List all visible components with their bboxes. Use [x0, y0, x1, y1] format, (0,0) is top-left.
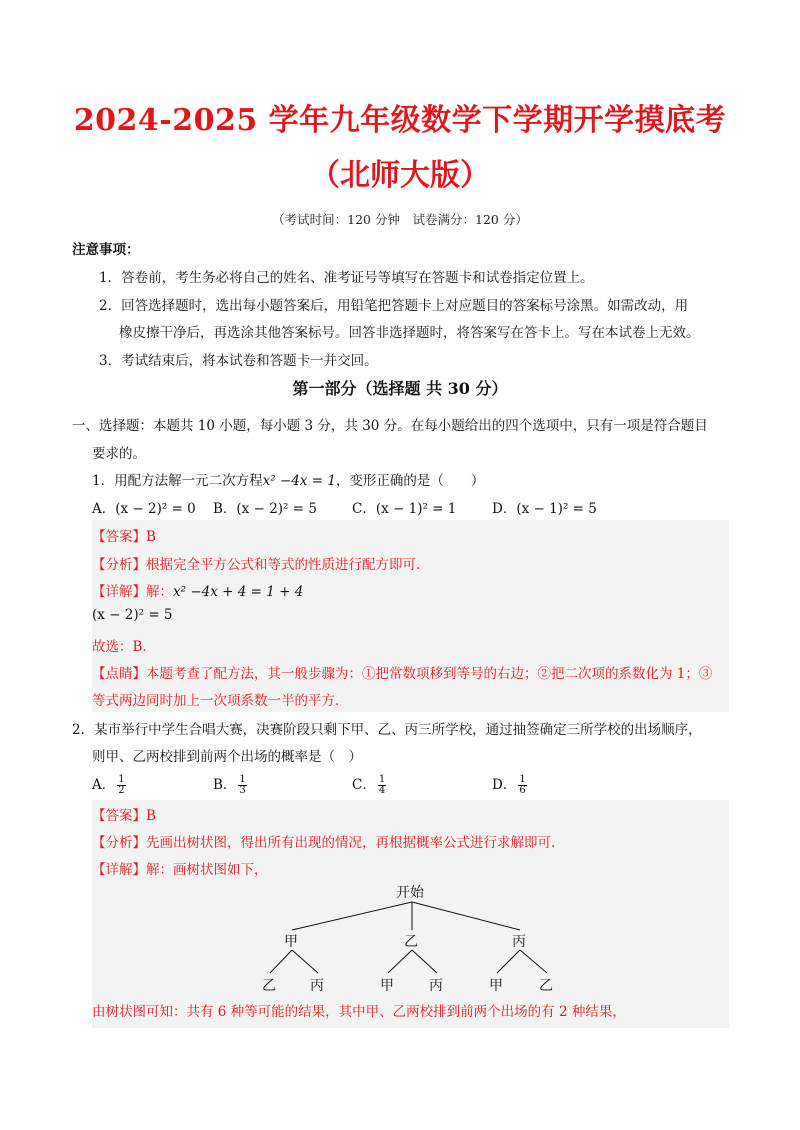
question-2-detail-tag: 【详解】	[92, 862, 146, 878]
tree-node-1: 甲	[284, 934, 298, 950]
part-heading: 第一部分（选择题 共 30 分）	[292, 379, 508, 398]
question-1-detail	[92, 580, 303, 600]
tree-leaf-2a: 甲	[380, 978, 394, 994]
option-a-denominator: 2	[118, 785, 125, 796]
option-b-denominator: 3	[239, 785, 246, 796]
question-2-stem-cont: 则甲、乙两校排到前两个出场的概率是（ ）	[92, 749, 362, 765]
tree-leaf-3b: 乙	[539, 978, 553, 994]
option-a-numerator: 1	[118, 774, 125, 785]
option-d-denominator: 6	[519, 785, 526, 796]
notes-heading: 注意事项：	[72, 242, 140, 258]
question-2-analysis	[92, 831, 555, 851]
question-1-stem	[92, 469, 484, 489]
option-c-numerator: 1	[378, 774, 386, 785]
section-instructions: 一、选择题：本题共 10 小题，每小题 3 分，共 30 分。在每小题给出的四个选项中，只有一项是符合题目	[72, 418, 708, 434]
exam-info: （考试时间：120 分钟 试卷满分：120 分）	[272, 212, 528, 227]
question-1-detail-eq2: (x − 2)² = 5	[92, 607, 173, 623]
option-b-numerator: 1	[239, 774, 246, 785]
question-1-option-b: B．(x − 2)² = 5	[213, 501, 317, 517]
option-c-label: C．	[352, 777, 376, 793]
option-c-denominator: 4	[378, 785, 386, 796]
option-a-fraction	[117, 775, 125, 796]
question-1-comment-tag: 【点睛】	[92, 666, 146, 682]
question-1-comment-text: 本题考查了配方法，其一般步骤为：①把常数项移到等号的右边；②把二次项的系数化为 1；③	[146, 666, 713, 682]
option-c-fraction	[378, 775, 386, 796]
question-2-detail	[92, 858, 268, 878]
question-2-conclusion: 由树状图可知：共有 6 种等可能的结果，其中甲、乙两校排到前两个出场的有 2 种结果，	[92, 1004, 626, 1020]
question-2-stem: 2．某市举行中学生合唱大赛，决赛阶段只剩下甲、乙、丙三所学校，通过抽签确定三所学校的出场顺序，	[72, 722, 702, 738]
question-1-analysis	[92, 553, 420, 573]
note-item-2: 2．回答选择题时，选出每小题答案后，用铅笔把答题卡上对应题目的答案标号涂黑。如需改动，用	[99, 298, 689, 314]
question-1-detail-tag: 【详解】	[92, 584, 146, 600]
question-2-detail-text: 解：画树状图如下，	[146, 862, 268, 878]
tree-leaf-3a: 甲	[489, 978, 503, 994]
question-1-equation: x² −4x = 1	[262, 473, 336, 489]
section-instructions-cont: 要求的。	[92, 446, 146, 462]
note-item-1: 1．答卷前，考生务必将自己的姓名、准考证号等填写在答题卡和试卷指定位置上。	[99, 270, 594, 286]
question-1-detail-lead: 解：	[146, 584, 173, 600]
question-1-stem-prefix: 1．用配方法解一元二次方程	[92, 473, 263, 489]
question-1-stem-suffix: ，变形正确的是（ ）	[335, 473, 485, 489]
question-2-analysis-text: 先画出树状图，得出所有出现的情况，再根据概率公式进行求解即可.	[146, 835, 556, 851]
question-1-analysis-text: 根据完全平方公式和等式的性质进行配方即可.	[146, 557, 421, 573]
question-1-answer: 【答案】B	[92, 529, 156, 545]
question-1-comment-cont: 等式两边同时加上一次项系数一半的平方.	[92, 693, 340, 709]
question-2-answer: 【答案】B	[92, 808, 156, 824]
tree-leaf-1a: 乙	[262, 978, 276, 994]
option-d-label: D．	[492, 777, 517, 793]
question-2-option-c	[352, 773, 388, 796]
question-1-choice: 故选：B．	[92, 639, 156, 655]
option-d-numerator: 1	[519, 774, 526, 785]
question-1-comment	[92, 662, 712, 682]
page-title: 2024-2025 学年九年级数学下学期开学摸底考	[73, 103, 727, 138]
note-item-2-cont: 橡皮擦干净后，再选涂其他答案标号。回答非选择题时，将答案写在答卡上。写在本试卷上无效。	[119, 325, 700, 341]
tree-node-2: 乙	[404, 934, 418, 950]
tree-root: 开始	[396, 885, 424, 901]
option-d-fraction	[518, 775, 526, 796]
option-b-label: B．	[213, 777, 237, 793]
question-2-option-a	[92, 773, 128, 796]
question-1-option-a: A．(x − 2)² = 0	[92, 501, 196, 517]
question-1-solution-panel	[92, 520, 729, 712]
question-2-option-d	[492, 773, 529, 796]
option-b-fraction	[238, 775, 246, 796]
tree-leaf-2b: 丙	[429, 978, 443, 994]
question-2-option-b	[213, 773, 249, 796]
page-subtitle: （北师大版）	[310, 158, 490, 193]
tree-node-3: 丙	[512, 934, 526, 950]
question-1-option-c: C．(x − 1)² = 1	[352, 501, 457, 517]
note-item-3: 3．考试结束后，将本试卷和答题卡一并交回。	[99, 353, 378, 369]
question-1-analysis-tag: 【分析】	[92, 557, 146, 573]
question-2-analysis-tag: 【分析】	[92, 835, 146, 851]
question-1-option-d: D．(x − 1)² = 5	[492, 501, 597, 517]
tree-leaf-1b: 丙	[310, 978, 324, 994]
question-1-detail-eq1: x² −4x + 4 = 1 + 4	[173, 584, 304, 600]
option-a-label: A．	[92, 777, 116, 793]
